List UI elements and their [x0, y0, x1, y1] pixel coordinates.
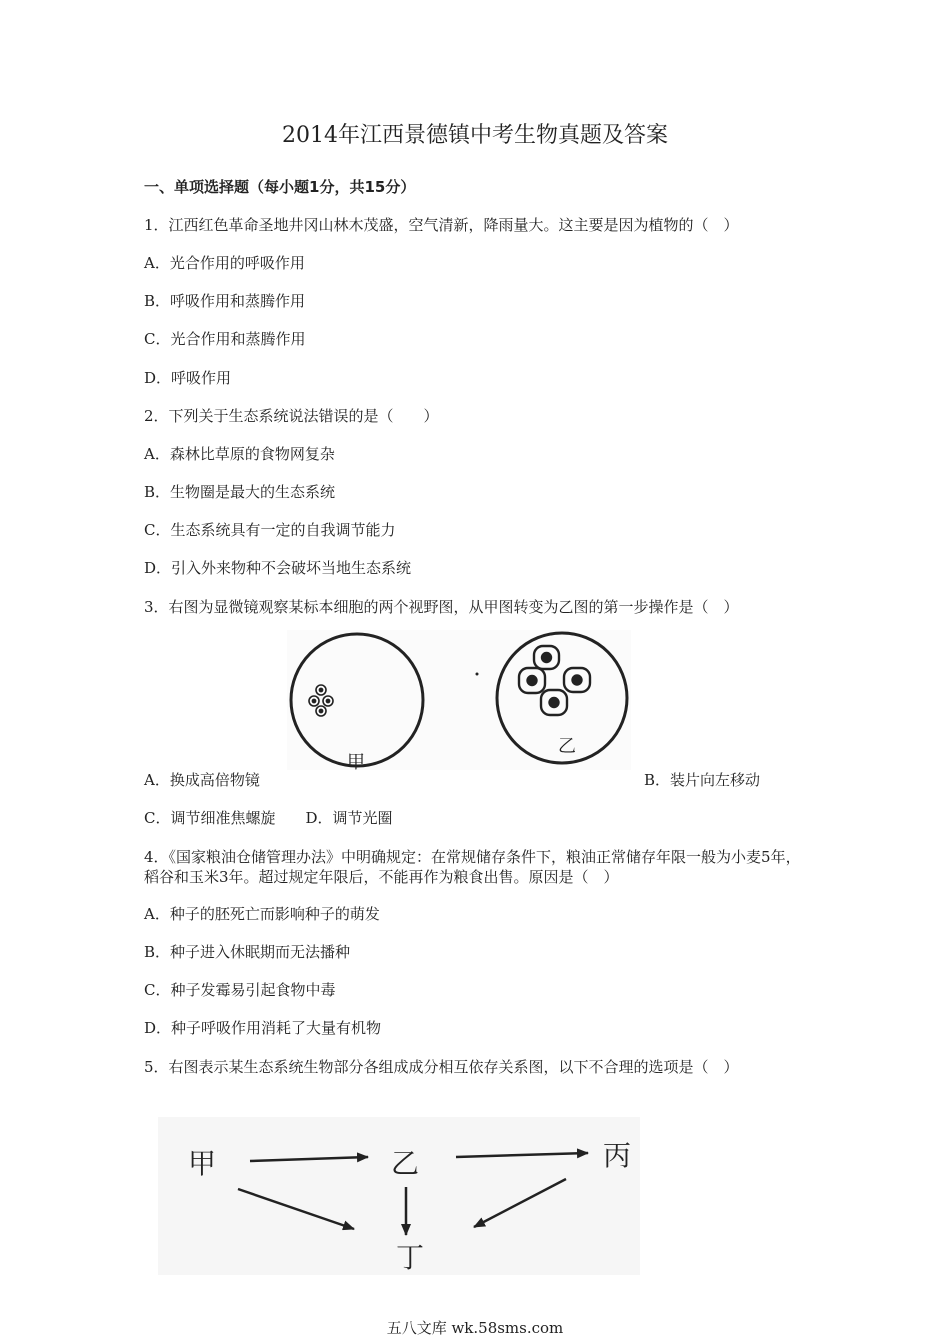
question-5-stem: 5．右图表示某生态系统生物部分各组成成分相互依存关系图，以下不合理的选项是（ ） [144, 1058, 739, 1076]
question-2-option-d: D．引入外来物种不会破坏当地生态系统 [144, 559, 412, 577]
view-label-left: 甲 [347, 752, 365, 770]
question-3-option-b: B．装片向左移动 [644, 771, 761, 789]
footer-watermark: 五八文库 wk.58sms.com [386, 1319, 564, 1337]
question-2-option-b: B．生物圈是最大的生态系统 [144, 483, 336, 501]
question-4-option-c: C．种子发霉易引起食物中毒 [144, 981, 336, 999]
question-3-option-cd: C．调节细准焦螺旋 D．调节光圈 [144, 809, 393, 827]
food-web-svg [158, 1117, 640, 1275]
question-4-stem: 4．《国家粮油仓储管理办法》中明确规定：在常规储存条件下，粮油正常储存年限一般为小麦5年，稻谷和玉米3年。超过规定年限后，不能再作为粮食出售。原因是（ ） [144, 848, 801, 886]
microscope-figure-svg [287, 630, 631, 770]
node-ding: 丁 [396, 1241, 425, 1274]
section-heading: 一、单项选择题（每小题1分，共15分） [144, 178, 416, 196]
view-label-right: 乙 [558, 736, 576, 757]
question-4-option-d: D．种子呼吸作用消耗了大量有机物 [144, 1019, 382, 1037]
arrow-bing-ding [474, 1179, 566, 1227]
question-2-option-a: A．森林比草原的食物网复杂 [144, 445, 335, 463]
question-3-stem: 3．右图为显微镜观察某标本细胞的两个视野图，从甲图转变为乙图的第一步操作是（ ） [144, 598, 739, 616]
arrow-jia-ding [238, 1189, 354, 1229]
arrow-jia-yi [250, 1157, 368, 1161]
question-4-option-a: A．种子的胚死亡而影响种子的萌发 [144, 905, 380, 923]
question-3-option-a: A．换成高倍物镜 [144, 771, 260, 789]
question-2-stem: 2．下列关于生态系统说法错误的是（ ） [144, 407, 439, 425]
question-1-stem: 1．江西红色革命圣地井冈山林木茂盛，空气清新，降雨量大。这主要是因为植物的（ ） [144, 216, 739, 234]
cells-small [309, 685, 333, 716]
question-1-option-a: A．光合作用的呼吸作用 [144, 254, 305, 272]
speck [476, 673, 479, 676]
page-title: 2014年江西景德镇中考生物真题及答案 [282, 123, 668, 148]
question-1-option-d: D．呼吸作用 [144, 369, 232, 387]
cells-large [519, 646, 590, 715]
arrow-yi-bing [456, 1153, 588, 1157]
microscope-figure [287, 630, 631, 770]
question-4-option-b: B．种子进入休眠期而无法播种 [144, 943, 351, 961]
food-web-figure [158, 1117, 640, 1275]
node-yi: 乙 [391, 1147, 420, 1180]
question-2-option-c: C．生态系统具有一定的自我调节能力 [144, 521, 396, 539]
question-1-option-c: C．光合作用和蒸腾作用 [144, 330, 306, 348]
node-jia: 甲 [188, 1147, 217, 1180]
question-1-option-b: B．呼吸作用和蒸腾作用 [144, 292, 306, 310]
view-field-left [291, 634, 423, 766]
node-bing: 丙 [603, 1139, 632, 1172]
